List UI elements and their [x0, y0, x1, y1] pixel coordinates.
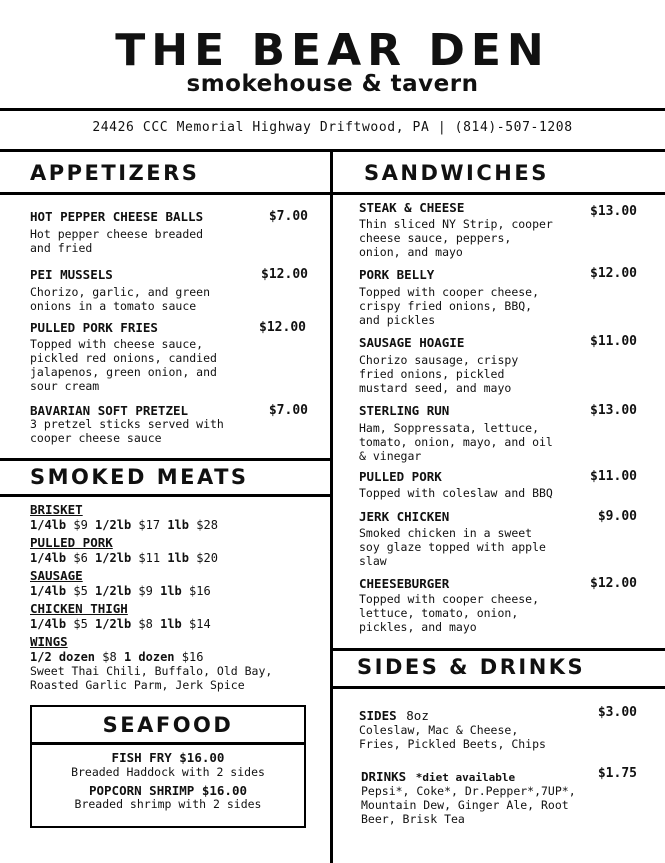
- description-line: crispy fried onions, BBQ,: [359, 299, 533, 313]
- description-line: tomato, onion, mayo, and oil: [359, 435, 553, 449]
- description-line: slaw: [359, 554, 387, 568]
- description-line: Thin sliced NY Strip, cooper: [359, 217, 553, 231]
- seafood-desc-fish-fry: Breaded Haddock with 2 sides: [71, 765, 265, 779]
- sandwich-price-sterling-run: $13.00: [590, 403, 637, 418]
- item-name: PEI MUSSELS: [30, 267, 113, 282]
- description-line: Smoked chicken in a sweet: [359, 526, 533, 540]
- seafood-item-popcorn-shrimp: POPCORN SHRIMP $16.00: [88, 783, 248, 798]
- description-line: Fries, Pickled Beets, Chips: [359, 737, 546, 751]
- description-line: lettuce, tomato, onion,: [359, 606, 519, 620]
- description-line: Sweet Thai Chili, Buffalo, Old Bay,: [30, 664, 273, 678]
- seafood-divider: [30, 742, 306, 745]
- sandwich-name-steak-cheese: STEAK & CHEESE: [359, 200, 465, 215]
- description-line: Coleslaw, Mac & Cheese,: [359, 723, 519, 737]
- description-line: pickles, and mayo: [359, 620, 477, 634]
- description-line: Chorizo, garlic, and green: [30, 285, 211, 299]
- description-line: fried onions, pickled: [359, 367, 505, 381]
- appetizers-heading: APPETIZERS: [30, 161, 200, 185]
- description-line: & vinegar: [359, 449, 422, 463]
- meat-name-sausage: SAUSAGE: [30, 568, 83, 583]
- description-line: jalapenos, green onion, and: [30, 365, 217, 379]
- description-line: onion, and mayo: [359, 245, 463, 259]
- meat-prices-pulled-pork: 1/4lb $6 1/2lb $11 1lb $20: [30, 551, 218, 565]
- sandwich-name-sausage-hoagie: SAUSAGE HOAGIE: [359, 335, 465, 350]
- sandwich-desc-cheeseburger: [359, 592, 539, 634]
- sandwiches-divider: [333, 192, 665, 195]
- sides-title: SIDES 8oz: [359, 708, 429, 723]
- wing-flavors: [30, 664, 272, 692]
- restaurant-subtitle: smokehouse & tavern: [186, 71, 479, 97]
- description-line: sour cream: [30, 379, 100, 393]
- description-line: soy glaze topped with apple: [359, 540, 546, 554]
- sandwich-desc-jerk-chicken: [359, 526, 546, 568]
- drinks-desc: [361, 784, 576, 826]
- sandwich-desc-sterling-run: [359, 421, 553, 463]
- smoked-meats-divider-bottom: [0, 494, 331, 497]
- description-line: Topped with cheese sauce,: [30, 337, 204, 351]
- sandwich-desc-steak-cheese: [359, 217, 553, 259]
- description-line: and pickles: [359, 313, 436, 327]
- description-line: Pepsi*, Coke*, Dr.Pepper*,7UP*,: [361, 784, 576, 798]
- appetizer-desc-3: [30, 417, 224, 445]
- sides-divider-bottom: [333, 686, 665, 689]
- sandwich-name-jerk-chicken: JERK CHICKEN: [359, 509, 450, 524]
- item-name: HOT PEPPER CHEESE BALLS: [30, 209, 204, 224]
- sandwich-price-cheeseburger: $12.00: [590, 576, 637, 591]
- smoked-meats-heading: SMOKED MEATS: [30, 465, 249, 489]
- sandwich-price-pork-belly: $12.00: [590, 266, 637, 281]
- sandwich-name-pulled-pork: PULLED PORK: [359, 469, 442, 484]
- meat-name-brisket: BRISKET: [30, 502, 83, 517]
- smoked-meats-divider-top: [0, 458, 331, 461]
- seafood-heading: SEAFOOD: [102, 713, 234, 737]
- description-line: cheese sauce, peppers,: [359, 231, 512, 245]
- meat-prices-wings: 1/2 dozen $8 1 dozen $16: [30, 650, 204, 664]
- sandwich-price-steak-cheese: $13.00: [590, 204, 637, 219]
- sandwich-desc-pork-belly: [359, 285, 539, 327]
- sandwich-price-jerk-chicken: $9.00: [597, 509, 637, 524]
- meat-prices-brisket: 1/4lb $9 1/2lb $17 1lb $28: [30, 518, 218, 532]
- appetizer-desc-0: [30, 227, 203, 255]
- item-price: $12.00: [261, 267, 308, 282]
- description-line: onions in a tomato sauce: [30, 299, 197, 313]
- restaurant-title: THE BEAR DEN: [115, 25, 550, 76]
- description-line: Chorizo sausage, crispy: [359, 353, 519, 367]
- meat-prices-sausage: 1/4lb $5 1/2lb $9 1lb $16: [30, 584, 211, 598]
- column-divider: [330, 150, 333, 863]
- sandwich-price-sausage-hoagie: $11.00: [590, 334, 637, 349]
- seafood-desc-popcorn-shrimp: Breaded shrimp with 2 sides: [74, 797, 262, 811]
- description-line: Beer, Brisk Tea: [361, 812, 465, 826]
- item-price: $12.00: [259, 320, 306, 335]
- meat-name-pulled-pork: PULLED PORK: [30, 535, 113, 550]
- header-divider-top: [0, 108, 665, 111]
- drinks-price: $1.75: [597, 766, 637, 781]
- sandwich-price-pulled-pork: $11.00: [590, 469, 637, 484]
- sides-drinks-heading: SIDES & DRINKS: [357, 655, 586, 679]
- meat-prices-chicken-thigh: 1/4lb $5 1/2lb $8 1lb $14: [30, 617, 211, 631]
- description-line: Topped with cooper cheese,: [359, 285, 540, 299]
- sandwich-desc-pulled-pork: [359, 486, 553, 500]
- description-line: mustard seed, and mayo: [359, 381, 512, 395]
- sandwich-desc-sausage-hoagie: [359, 353, 518, 395]
- description-line: 3 pretzel sticks served with: [30, 417, 224, 431]
- sides-price: $3.00: [597, 705, 637, 720]
- sides-divider-top: [333, 648, 665, 651]
- sandwich-name-sterling-run: STERLING RUN: [359, 403, 450, 418]
- drinks-title: DRINKS *diet available: [361, 769, 516, 784]
- description-line: Roasted Garlic Parm, Jerk Spice: [30, 678, 245, 692]
- meat-name-chicken-thigh: CHICKEN THIGH: [30, 601, 128, 616]
- sandwich-name-pork-belly: PORK BELLY: [359, 267, 435, 282]
- description-line: and fried: [30, 241, 93, 255]
- restaurant-address: 24426 CCC Memorial Highway Driftwood, PA | (814)-507-1208: [92, 120, 573, 135]
- description-line: cooper cheese sauce: [30, 431, 162, 445]
- item-price: $7.00: [268, 209, 308, 224]
- description-line: Mountain Dew, Ginger Ale, Root: [361, 798, 569, 812]
- description-line: Topped with coleslaw and BBQ: [359, 486, 553, 500]
- appetizer-desc-2: [30, 337, 217, 393]
- description-line: Ham, Soppressata, lettuce,: [359, 421, 540, 435]
- seafood-item-fish-fry: FISH FRY $16.00: [111, 750, 225, 765]
- sandwiches-heading: SANDWICHES: [364, 161, 549, 185]
- item-name: PULLED PORK FRIES: [30, 320, 158, 335]
- appetizers-divider: [0, 192, 331, 195]
- meat-name-wings: WINGS: [30, 634, 68, 649]
- item-price: $7.00: [268, 403, 308, 418]
- description-line: Topped with cooper cheese,: [359, 592, 540, 606]
- sides-desc: [359, 723, 546, 751]
- appetizer-desc-1: [30, 285, 210, 313]
- description-line: Hot pepper cheese breaded: [30, 227, 204, 241]
- item-name: BAVARIAN SOFT PRETZEL: [30, 403, 189, 418]
- description-line: pickled red onions, candied: [30, 351, 217, 365]
- sandwich-name-cheeseburger: CHEESEBURGER: [359, 576, 450, 591]
